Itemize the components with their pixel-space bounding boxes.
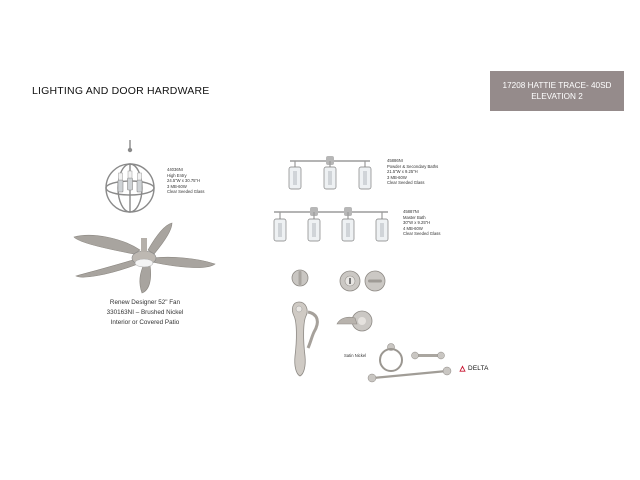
project-elevation: ELEVATION 2 (531, 92, 583, 101)
fan-usage: Interior or Covered Patio (110, 319, 180, 326)
lever-handle-image (335, 306, 383, 336)
chandelier-location: High Entry (167, 172, 187, 178)
vanity-3-size: 21.5"W x 9.25"H (387, 169, 418, 175)
vanity-4-location: Master Bath (403, 214, 426, 220)
chandelier-model: 44036NI (167, 167, 183, 172)
hardware-finish-label: Satin Nickel (344, 353, 367, 358)
project-label-box (490, 71, 624, 111)
towel-bar-image (367, 366, 452, 384)
vanity-4-spec (403, 209, 440, 237)
handleset-image (288, 300, 324, 378)
fan-model-name: Renew Designer 52" Fan (109, 299, 181, 306)
vanity-3-light-image (285, 155, 380, 193)
chandelier-bulbs: 3 MB-60W (167, 183, 187, 189)
chandelier-glass: Clear Seeded Glass (167, 189, 205, 195)
vanity-4-glass: Clear Seeded Glass (403, 231, 441, 237)
chandelier-spec (167, 167, 204, 195)
thumbturn-image (364, 270, 386, 292)
toilet-paper-holder-image (411, 349, 445, 363)
vanity-4-bulbs: 4 MB-60W (403, 225, 423, 231)
chandelier-size: 24.5"W x 30.75"H (167, 178, 200, 184)
fan-caption (70, 298, 220, 328)
vanity-3-glass: Clear Seeded Glass (387, 180, 425, 186)
page-title: LIGHTING AND DOOR HARDWARE (32, 85, 210, 97)
vanity-4-model: 45887NI (403, 209, 419, 214)
delta-triangle-icon (459, 365, 466, 372)
delta-logo (459, 365, 489, 372)
vanity-3-location: Powder & Secondary Baths (387, 163, 439, 169)
ceiling-fan-image (72, 218, 217, 293)
fan-sku-finish: 330163NI – Brushed Nickel (106, 309, 184, 316)
vanity-4-light-image (270, 205, 395, 245)
delta-brand-text: DELTA (468, 365, 489, 372)
knob-deadbolt-image (290, 268, 310, 288)
vanity-3-bulbs: 3 MB-60W (387, 174, 407, 180)
orb-chandelier-image (100, 140, 170, 225)
vanity-3-model: 45886NI (387, 158, 403, 163)
vanity-4-size: 30"W x 9.25"H (403, 220, 431, 226)
vanity-3-spec (387, 158, 438, 186)
project-address: 17208 HATTIE TRACE- 40SD (502, 81, 612, 90)
deadbolt-image (339, 270, 361, 292)
